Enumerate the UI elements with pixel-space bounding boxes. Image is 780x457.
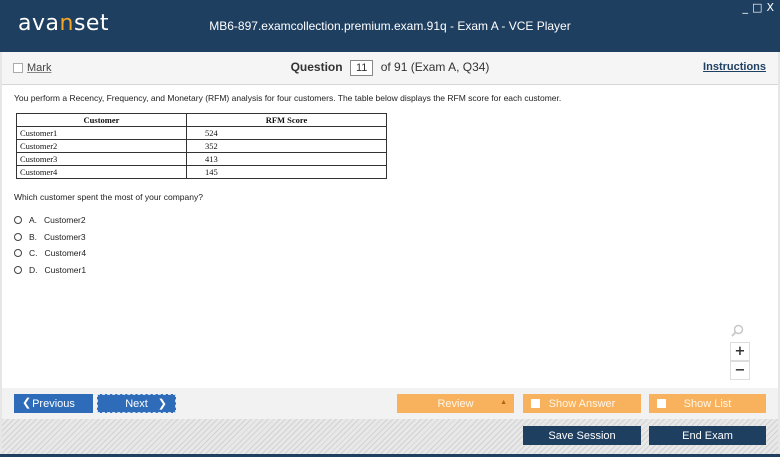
question-bar <box>2 52 778 85</box>
previous-button[interactable] <box>14 394 93 413</box>
show-answer-button[interactable] <box>523 394 641 413</box>
table-header-row <box>17 114 387 127</box>
table-cell-score: 145 <box>187 166 387 179</box>
radio-button[interactable] <box>14 233 22 241</box>
logo-text-end: set <box>73 11 110 36</box>
close-icon[interactable]: X <box>766 1 774 14</box>
rfm-table <box>16 113 387 179</box>
review-button[interactable] <box>397 394 514 413</box>
next-button[interactable] <box>97 394 176 413</box>
next-label: Next <box>125 397 148 410</box>
answer-option-c[interactable] <box>14 245 86 262</box>
previous-label: Previous <box>32 397 75 410</box>
logo-text-accent: n <box>59 11 74 36</box>
checkbox-icon[interactable] <box>531 399 540 408</box>
end-exam-button[interactable]: End Exam <box>649 426 766 445</box>
maximize-icon[interactable]: □ <box>752 1 763 14</box>
radio-button[interactable] <box>14 266 22 274</box>
table-cell-customer: Customer2 <box>17 140 187 153</box>
table-cell-customer: Customer4 <box>17 166 187 179</box>
logo-text-start: ava <box>18 11 60 36</box>
answer-option-b[interactable] <box>14 229 86 246</box>
option-letter: A. <box>29 215 38 226</box>
triangle-up-icon: ▲ <box>500 399 507 406</box>
question-number-input[interactable]: 11 <box>350 60 373 76</box>
option-letter: C. <box>29 248 38 259</box>
table-row <box>17 127 387 140</box>
show-list-button[interactable] <box>649 394 766 413</box>
zoom-out-button[interactable]: − <box>730 361 750 380</box>
option-letter: D. <box>29 264 38 275</box>
question-prompt: Which customer spent the most of your company? <box>14 192 203 202</box>
chevron-right-icon: ❯ <box>157 398 167 410</box>
option-letter: B. <box>29 231 38 242</box>
window-controls <box>743 2 774 14</box>
instructions-link[interactable]: Instructions <box>703 61 766 73</box>
zoom-in-button[interactable]: + <box>730 342 750 361</box>
mark-label[interactable]: Mark <box>27 62 52 74</box>
option-text: Customer3 <box>44 231 86 242</box>
option-text: Customer1 <box>44 264 87 275</box>
question-of-total: of 91 (Exam A, Q34) <box>380 60 490 74</box>
navigation-bar <box>2 388 778 419</box>
radio-button[interactable] <box>14 249 22 257</box>
question-word: Question <box>290 60 343 74</box>
answer-option-a[interactable] <box>14 212 86 229</box>
table-row <box>17 166 387 179</box>
show-answer-label: Show Answer <box>548 397 616 410</box>
magnifier-icon <box>731 324 744 341</box>
option-text: Customer2 <box>44 215 86 226</box>
save-session-button[interactable]: Save Session <box>523 426 641 445</box>
table-cell-customer: Customer1 <box>17 127 187 140</box>
title-bar <box>0 0 780 52</box>
radio-button[interactable] <box>14 216 22 224</box>
table-header-rfm-score: RFM Score <box>187 114 387 127</box>
review-label: Review <box>437 397 474 410</box>
chevron-left-icon: ❮ <box>22 397 32 409</box>
table-cell-customer: Customer3 <box>17 153 187 166</box>
question-indicator <box>2 60 778 76</box>
table-cell-score: 352 <box>187 140 387 153</box>
table-row <box>17 153 387 166</box>
table-cell-score: 524 <box>187 127 387 140</box>
option-text: Customer4 <box>44 248 87 259</box>
table-header-customer: Customer <box>17 114 187 127</box>
question-content <box>2 85 778 388</box>
show-list-label: Show List <box>683 397 732 410</box>
checkbox-icon[interactable] <box>657 399 666 408</box>
table-row <box>17 140 387 153</box>
minimize-icon[interactable]: _ <box>742 1 749 14</box>
answer-options <box>14 212 86 278</box>
table-cell-score: 413 <box>187 153 387 166</box>
answer-option-d[interactable] <box>14 262 86 279</box>
window-title: MB6-897.examcollection.premium.exam.91q - Exam A - VCE Player <box>209 19 571 33</box>
action-bar <box>2 419 778 454</box>
question-text: You perform a Recency, Frequency, and Monetary (RFM) analysis for four customers. The table below displays the RFM score for each customer. <box>14 93 562 103</box>
